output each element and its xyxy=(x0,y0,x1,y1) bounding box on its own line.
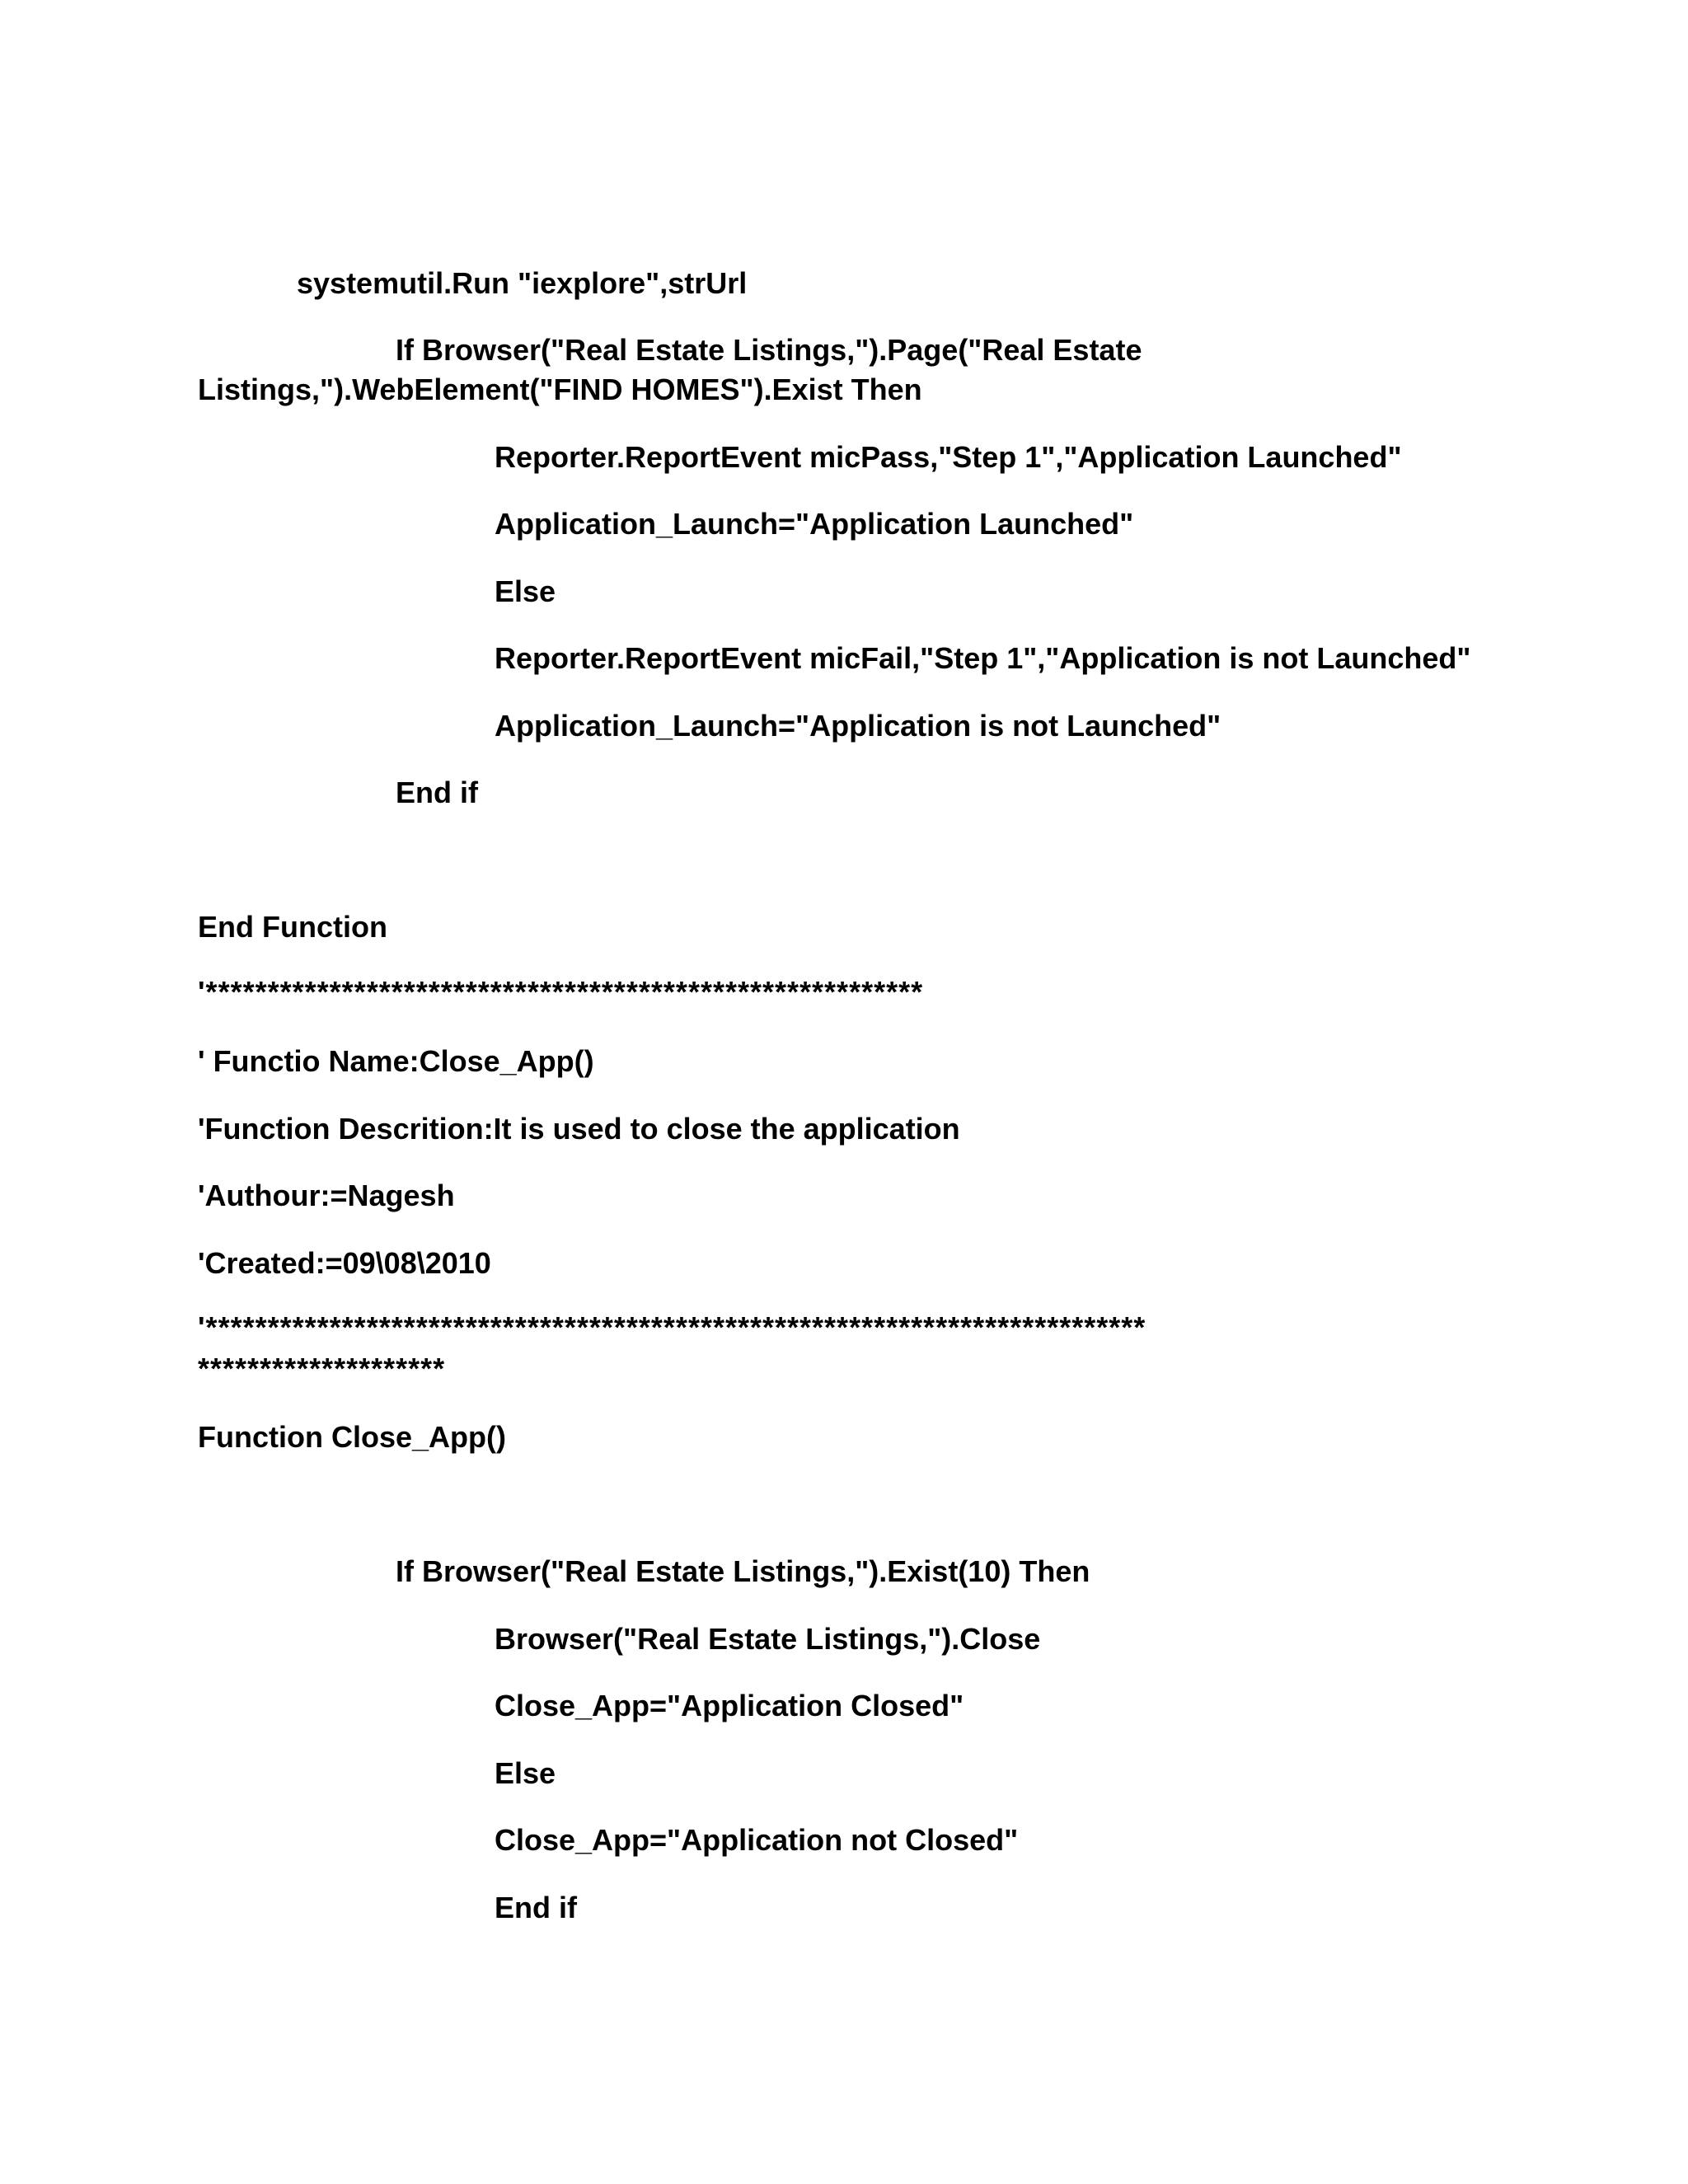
comment-separator-line: '********************************************************** xyxy=(198,975,924,1009)
comment-function-name: ' Functio Name:Close_App() xyxy=(198,1044,594,1078)
code-line-if-browser-page: If Browser("Real Estate Listings,").Page("Real Estate xyxy=(396,333,1142,367)
comment-function-description: 'Function Descrition:It is used to close the application xyxy=(198,1112,960,1146)
code-line-if-browser-page-continued: Listings,").WebElement("FIND HOMES").Exist Then xyxy=(198,373,922,406)
code-line-else: Else xyxy=(495,574,556,608)
code-line-report-fail: Reporter.ReportEvent micFail,"Step 1","Application is not Launched" xyxy=(495,641,1471,675)
code-line-function-close-app: Function Close_App() xyxy=(198,1420,506,1454)
code-line-browser-close: Browser("Real Estate Listings,").Close xyxy=(495,1622,1041,1656)
code-line-else-close: Else xyxy=(495,1756,556,1790)
code-line-end-function: End Function xyxy=(198,910,387,944)
code-line-launch-failure: Application_Launch="Application is not Launched" xyxy=(495,709,1221,743)
code-line-launch-success: Application_Launch="Application Launched" xyxy=(495,507,1134,541)
comment-author: 'Authour:=Nagesh xyxy=(198,1179,455,1212)
comment-separator-line-long: '**************************************************************************** xyxy=(198,1310,1146,1344)
code-line-close-failure: Close_App="Application not Closed" xyxy=(495,1823,1019,1857)
comment-separator-line-continued: ******************** xyxy=(198,1352,446,1385)
code-line-end-if-close: End if xyxy=(495,1891,577,1924)
code-line-end-if: End if xyxy=(396,776,478,809)
code-line-if-browser-exist: If Browser("Real Estate Listings,").Exist(10) Then xyxy=(396,1554,1090,1588)
code-line-report-pass: Reporter.ReportEvent micPass,"Step 1","Application Launched" xyxy=(495,440,1402,474)
code-line-close-success: Close_App="Application Closed" xyxy=(495,1689,964,1722)
comment-created-date: 'Created:=09\08\2010 xyxy=(198,1246,491,1280)
code-line-systemutil-run: systemutil.Run "iexplore",strUrl xyxy=(297,266,748,300)
